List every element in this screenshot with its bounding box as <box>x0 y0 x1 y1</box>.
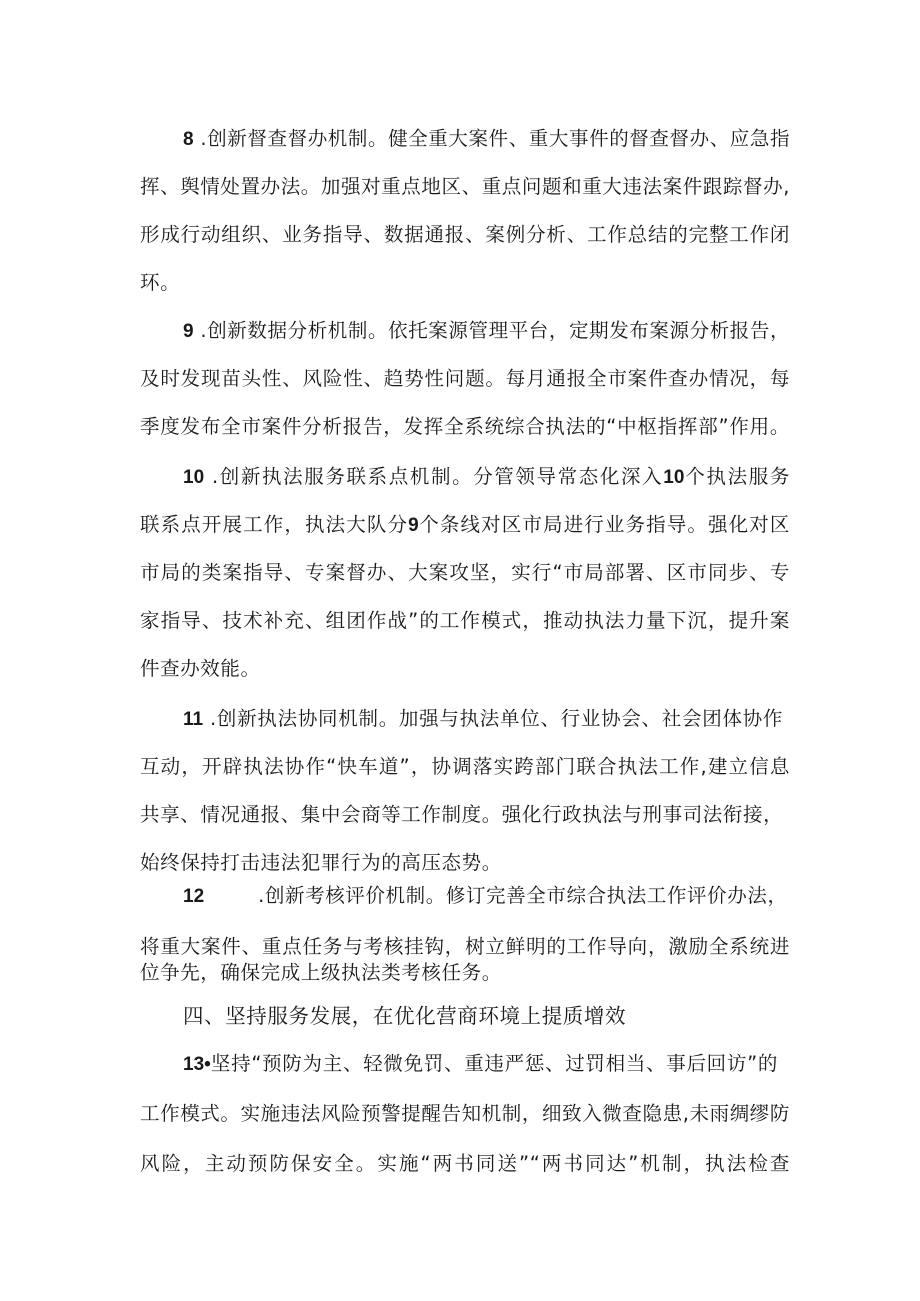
paragraph-10-line-2: 联系点开展工作，执法大队分9个条线对区市局进行业务指导。强化对区 <box>140 513 790 536</box>
paragraph-8-line-3: 形成行动组织、业务指导、数据通报、案例分析、工作总结的完整工作闭 <box>140 223 790 246</box>
paragraph-8-line-4: 环。 <box>140 271 181 294</box>
item-number: 11 <box>183 709 204 730</box>
paragraph-11-line-1: 11 .创新执法协同机制。加强与执法单位、行业协会、社会团体协作 <box>183 707 783 730</box>
paragraph-12-line-2: 将重大案件、重点任务与考核挂钩，树立鲜明的工作导向，激励全系统进 <box>140 935 790 958</box>
paragraph-13-line-3: 风险，主动预防保安全。实施“两书同送”“两书同达”机制，执法检查 <box>140 1152 790 1175</box>
paragraph-13-line-2: 工作模式。实施违法风险预警提醒告知机制，细致入微查隐患,未雨绸缪防 <box>140 1102 790 1125</box>
item-number: 10 <box>183 467 205 488</box>
paragraph-9-line-3: 季度发布全市案件分析报告，发挥全系统综合执法的“中枢指挥部”作用。 <box>140 415 790 438</box>
paragraph-9-line-2: 及时发现苗头性、风险性、趋势性问题。每月通报全市案件查办情况，每 <box>140 367 790 390</box>
item-number: 9 <box>183 321 194 342</box>
paragraph-8-line-2: 挥、舆情处置办法。加强对重点地区、重点问题和重大违法案件跟踪督办, <box>140 175 790 198</box>
paragraph-10-line-5: 件查办效能。 <box>140 657 261 680</box>
section-heading-4: 四、坚持服务发展，在优化营商环境上提质增效 <box>183 1004 627 1028</box>
paragraph-12-line-1: 12 .创新考核评价机制。修订完善全市综合执法工作评价办法， <box>183 884 788 907</box>
paragraph-8-line-1: 8 .创新督查督办机制。健全重大案件、重大事件的督查督办、应急指 <box>183 127 791 150</box>
paragraph-12-line-3: 位争先，确保完成上级执法类考核任务。 <box>140 961 502 984</box>
paragraph-11-line-2: 互动，开辟执法协作“快车道”，协调落实跨部门联合执法工作,建立信息 <box>140 755 790 778</box>
paragraph-13-line-1: 13•坚持“预防为主、轻微免罚、重违严惩、过罚相当、事后回访”的 <box>183 1052 778 1075</box>
item-number: 12 <box>183 886 205 907</box>
paragraph-10-line-1: 10 .创新执法服务联系点机制。分管领导常态化深入10个执法服务 <box>183 465 790 488</box>
paragraph-10-line-3: 市局的类案指导、专案督办、大案攻坚，实行“市局部署、区市同步、专 <box>140 561 790 584</box>
item-number: 13• <box>183 1054 211 1075</box>
paragraph-11-line-4: 始终保持打击违法犯罪行为的高压态势。 <box>140 851 502 874</box>
paragraph-11-line-3: 共享、情况通报、集中会商等工作制度。强化行政执法与刑事司法衔接， <box>140 803 784 826</box>
item-number: 8 <box>183 129 194 150</box>
paragraph-9-line-1: 9 .创新数据分析机制。依托案源管理平台，定期发布案源分析报告， <box>183 319 791 342</box>
paragraph-10-line-4: 家指导、技术补充、组团作战”的工作模式，推动执法力量下沉，提升案 <box>140 609 790 632</box>
